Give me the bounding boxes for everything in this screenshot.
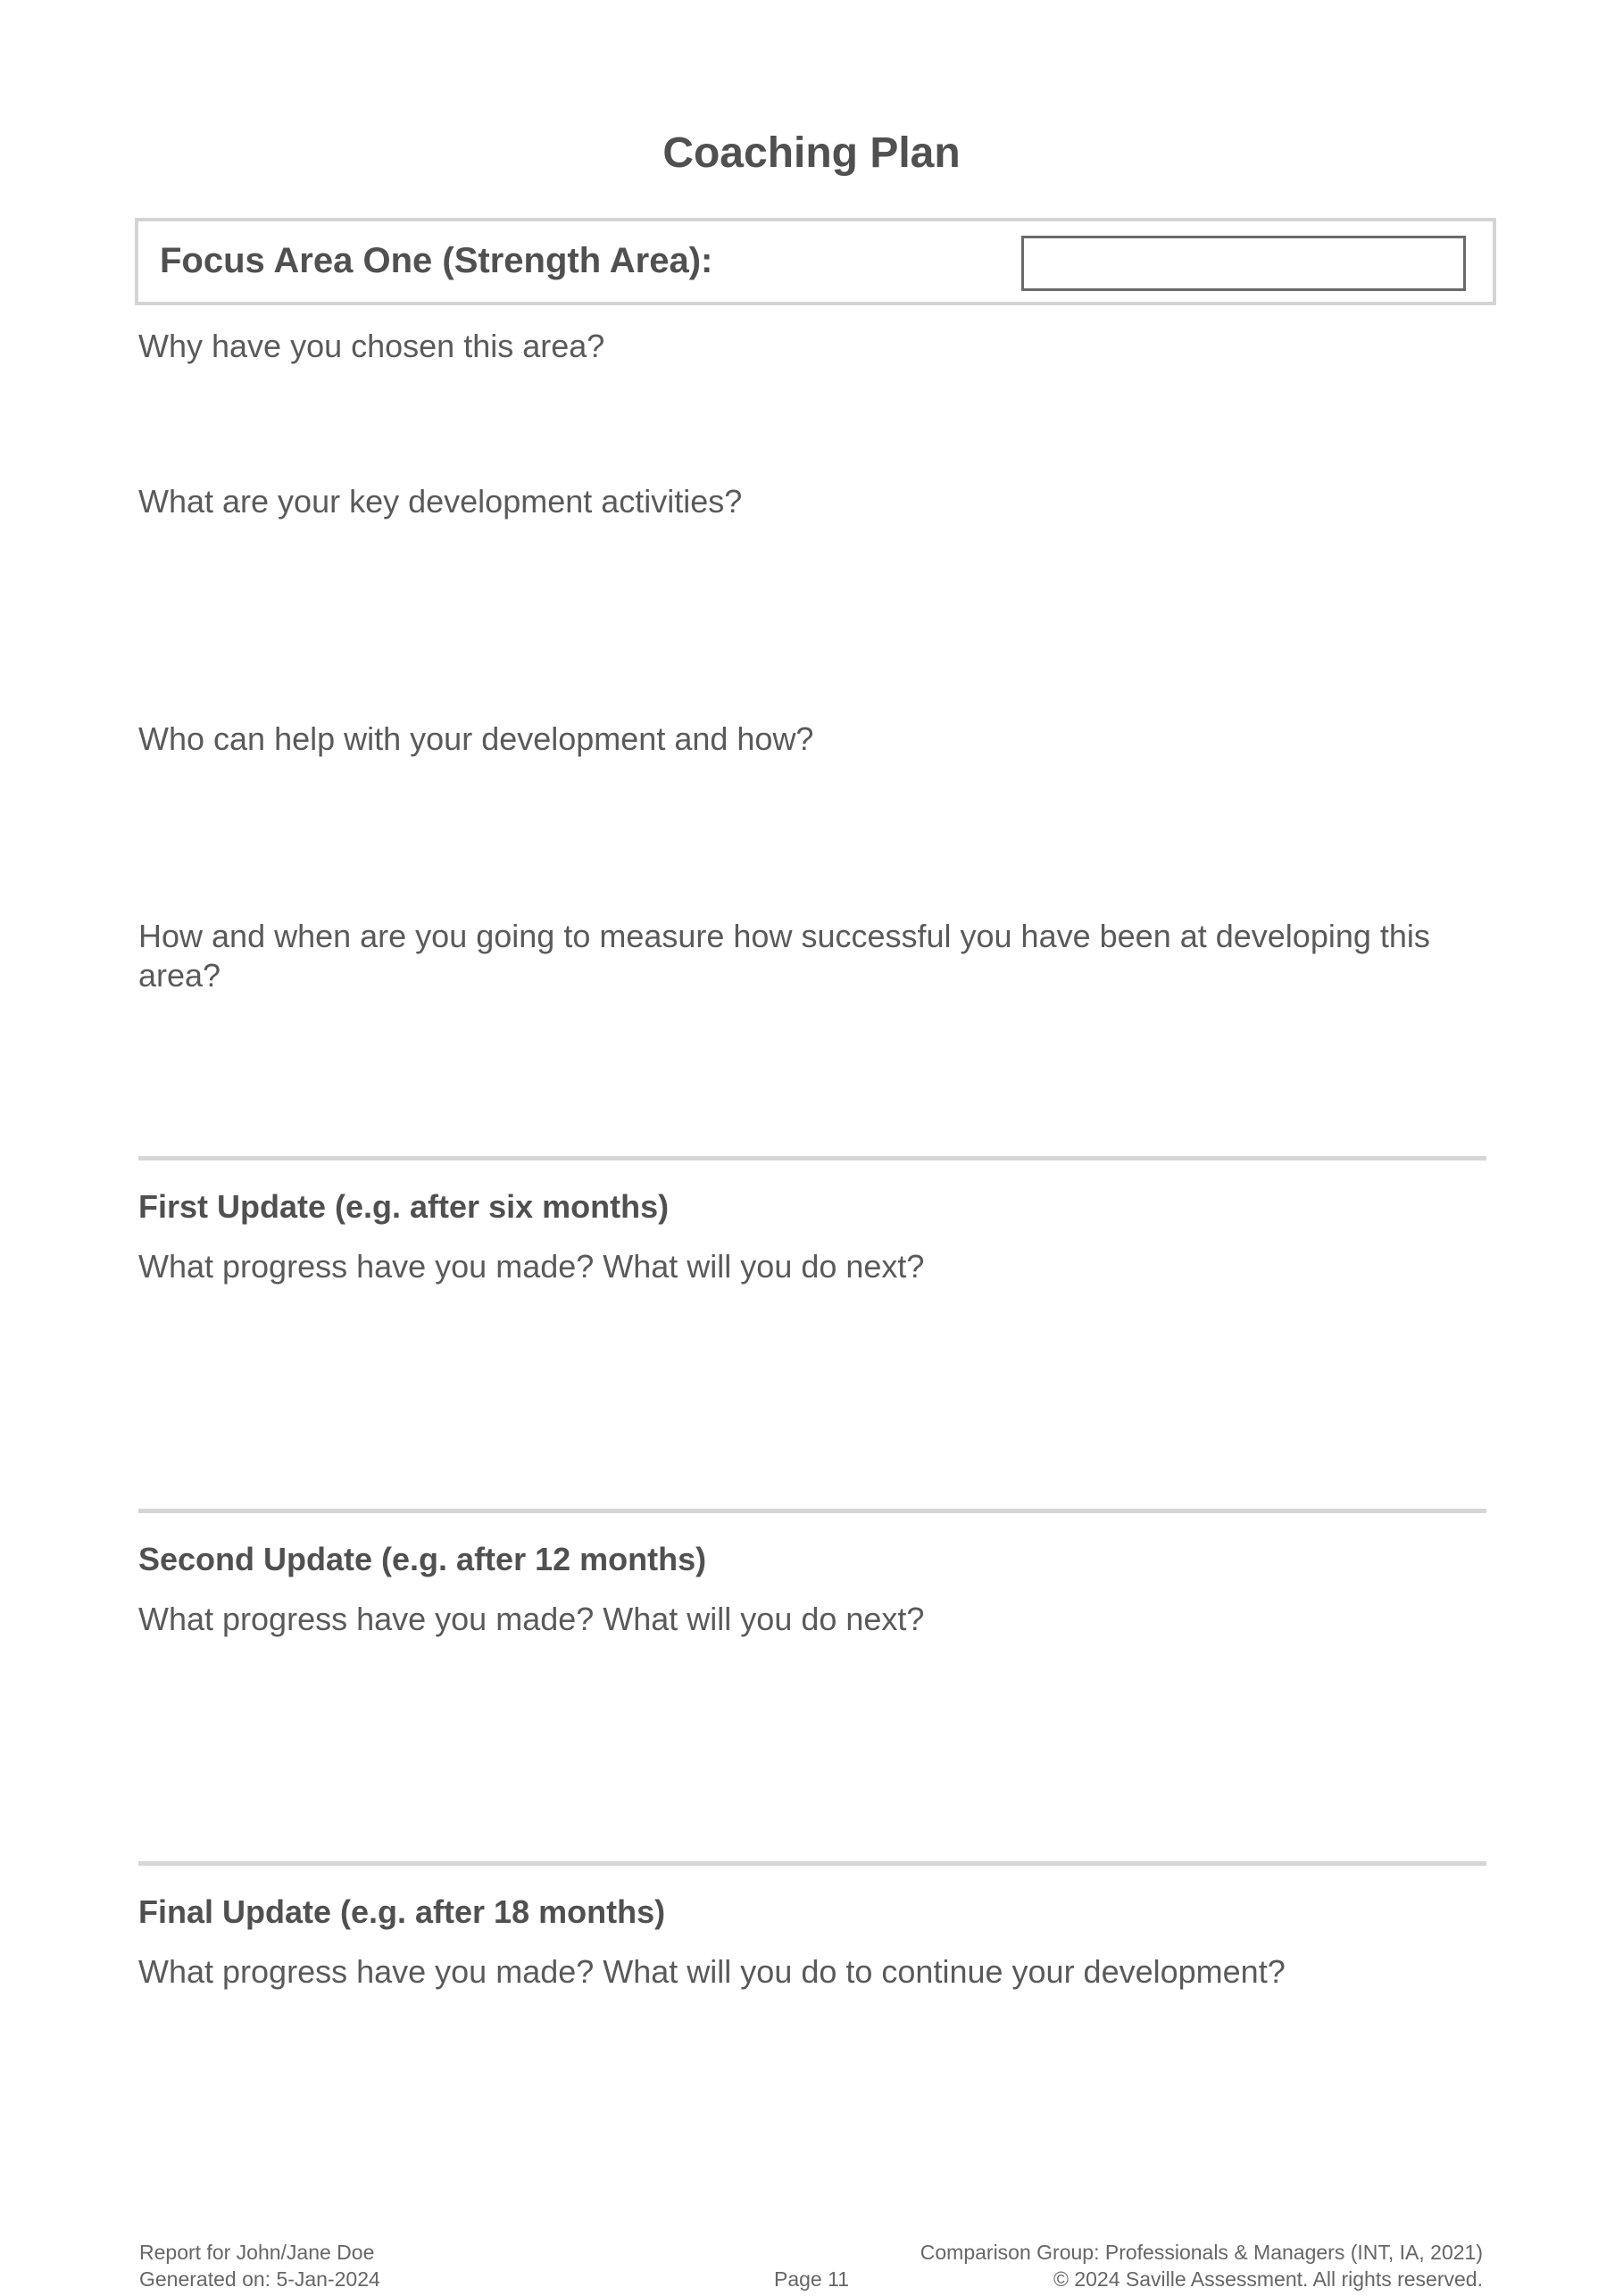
question-who-can-help: Who can help with your development and how? [138,720,814,757]
footer-report-for: Report for John/Jane Doe [139,2241,375,2264]
final-update-title: Final Update (e.g. after 18 months) [138,1893,666,1930]
second-update-prompt: What progress have you made? What will you do next? [138,1601,925,1637]
footer-generated-on: Generated on: 5-Jan-2024 [139,2267,380,2291]
focus-area-box [135,218,1496,305]
question-measure-success: How and when are you going to measure how successful you have been at developing this area? [138,918,1430,994]
second-update-title: Second Update (e.g. after 12 months) [138,1541,707,1577]
question-why-chosen: Why have you chosen this area? [138,328,605,364]
page-title: Coaching Plan [662,129,961,177]
question-key-activities: What are your key development activities? [138,483,743,520]
section-divider [138,1509,1486,1513]
focus-area-input[interactable] [1021,236,1466,291]
section-divider [138,1156,1486,1160]
footer-page-number: Page 11 [774,2267,849,2291]
final-update-prompt: What progress have you made? What will you do to continue your development? [138,1953,1286,1990]
focus-area-label: Focus Area One (Strength Area): [160,241,713,280]
first-update-title: First Update (e.g. after six months) [138,1188,670,1225]
footer-copyright: © 2024 Saville Assessment. All rights reserved. [1053,2267,1483,2291]
section-divider [138,1861,1486,1866]
footer-comparison-group: Comparison Group: Professionals & Managers (INT, IA, 2021) [920,2241,1483,2264]
first-update-prompt: What progress have you made? What will you do next? [138,1248,925,1285]
